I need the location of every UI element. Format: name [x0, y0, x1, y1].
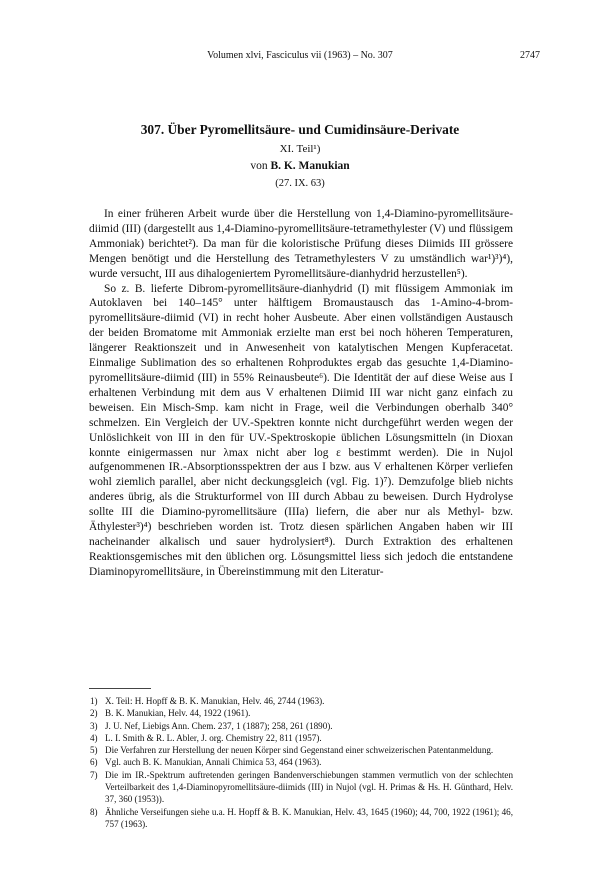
article-subtitle: XI. Teil¹): [279, 143, 321, 155]
author-line: [0, 160, 600, 172]
footnote: [89, 707, 513, 719]
footnote-text: X. Teil: H. Hopff & B. K. Manukian, Helv. 46, 2744 (1963).: [105, 696, 325, 706]
footnote: [89, 732, 513, 744]
footnote-number: 1): [90, 696, 98, 706]
footnote: [89, 769, 513, 806]
footnote-number: 8): [90, 806, 98, 817]
page-number: 2747: [520, 50, 540, 61]
footnote-number: 4): [90, 732, 98, 743]
journal-citation: Volumen xlvi, Fasciculus vii (1963) – No. 307: [207, 50, 393, 61]
footnote: [89, 695, 513, 707]
footnote-text: Die im IR.-Spektrum auftretenden geringen Bandenverschiebungen stammen vermutlich von der schlechten Verteilbarkeit des 1,4-Diaminopyromellitsäure-diimids (III) in Nujol (vgl. H. Primas & Hs. H. Günthard, Helv. 37, 360 (1953)).: [105, 769, 513, 805]
footnote-number: 7): [90, 769, 98, 780]
footnote-number: 6): [90, 757, 98, 768]
paragraph: So z. B. lieferte Dibrom-pyromellitsäure-dianhydrid (I) mit flüssigem Ammoniak im Autoklaven bei 140–145° unter hälftigem Bromaustausch das 1-Amino-4-brom-pyromellitsäure-diimid (VI) in recht hoher Ausbeute. Aber einen vollständigen Austausch der beiden Bromatome mit Ammoniak erzielte man erst bei noch höheren Temperaturen, längerer Reaktionszeit und in Anwesenheit von katalytischen Mengen Kupferacetat. Einmalige Sublimation des so erhaltenen Rohproduktes ergab das gesuchte 1,4-Diamino-pyromellitsäure-diimid (III) in 55% Reinausbeute⁶). Die Identität der auf diese Weise aus I erhaltenen Verbindung mit dem aus V erhaltenen Diimid III war nicht ganz einfach zu beweisen. Ein Misch-Smp. kam nicht in Frage, weil die Verbindungen oberhalb 340° schmelzen. Ein Vergleich der UV.-Spektren konnte nicht durchgeführt werden wegen der Unlöslichkeit von III in den für UV.-Spektroskopie üblichen Lösungsmitteln (in Dioxan konnte einigermassen nur λmax nicht aber log ε bestimmt werden). Die in Nujol aufgenommenen IR.-Absorptionsspektren der aus I bzw. aus V erhaltenen Körper verliefen wohl ziemlich parallel, aber nicht deckungsgleich (vgl. Fig. 1)⁷). Demzufolge blieb nichts anderes übrig, als die Strukturformel von III durch Abbau zu beweisen. Durch Hydrolyse sollte III die Diamino-pyromellitsäure (IIIa) liefern, die aber nur als Methyl- bzw. Äthylester³)⁴) beschrieben worden ist. Trotz diesen spärlichen Angaben haben wir III nacheinander alkalisch und sauer hydrolysiert⁸). Durch Extraktion des erhaltenen Reaktionsgemisches mit den üblichen org. Lösungsmittel liess sich jedoch die entstandene Diaminopyromellitsäure, in Übereinstimmung mit den Literatur-: [89, 282, 513, 578]
author-name: B. K. Manukian: [270, 160, 350, 172]
footnote-text: J. U. Nef, Liebigs Ann. Chem. 237, 1 (1887); 258, 261 (1890).: [105, 720, 333, 731]
received-date: (27. IX. 63): [275, 178, 325, 189]
footnote: [89, 756, 513, 768]
footnote-text: Ähnliche Verseifungen siehe u.a. H. Hopff & B. K. Manukian, Helv. 43, 1645 (1960); 44, 700, 1922 (1961); 46, 757 (1963).: [105, 806, 513, 829]
footnote-text: Die Verfahren zur Herstellung der neuen Körper sind Gegenstand einer schweizerischen Patentanmeldung.: [105, 745, 494, 756]
paragraph: In einer früheren Arbeit wurde über die Herstellung von 1,4-Diamino-pyromellitsäure-diimid (III) (dargestellt aus 1,4-Diamino-pyromellitsäure-tetramethylester (V) und flüssigem Ammoniak) berichtet²). Da man für die koloristische Prüfung dieses Diimids III grössere Mengen benötigt und die Herstellung des Tetramethylesters V zu umständlich war¹)³)⁴), wurde versucht, III aus dihalogeniertem Pyromellitsäure-dianhydrid herzustellen⁵).: [89, 208, 513, 280]
footnote: [89, 744, 513, 756]
footnotes: [89, 695, 513, 830]
footnote-number: 5): [90, 745, 98, 756]
article-title: 307. Über Pyromellitsäure- und Cumidinsäure-Derivate: [140, 122, 460, 137]
footnote-text: L. I. Smith & R. L. Abler, J. org. Chemistry 22, 811 (1957).: [105, 732, 322, 743]
footnote-number: 2): [90, 708, 98, 719]
article-body: [89, 207, 513, 580]
running-header: [0, 50, 600, 64]
footnote-text: B. K. Manukian, Helv. 44, 1922 (1961).: [105, 708, 251, 719]
footnote-number: 3): [90, 720, 98, 731]
author-prefix: von: [250, 160, 268, 172]
footnote-divider: [89, 688, 151, 689]
footnote: [89, 806, 513, 831]
footnote: [89, 720, 513, 732]
footnote-text: Vgl. auch B. K. Manukian, Annali Chimica 53, 464 (1963).: [105, 757, 322, 768]
